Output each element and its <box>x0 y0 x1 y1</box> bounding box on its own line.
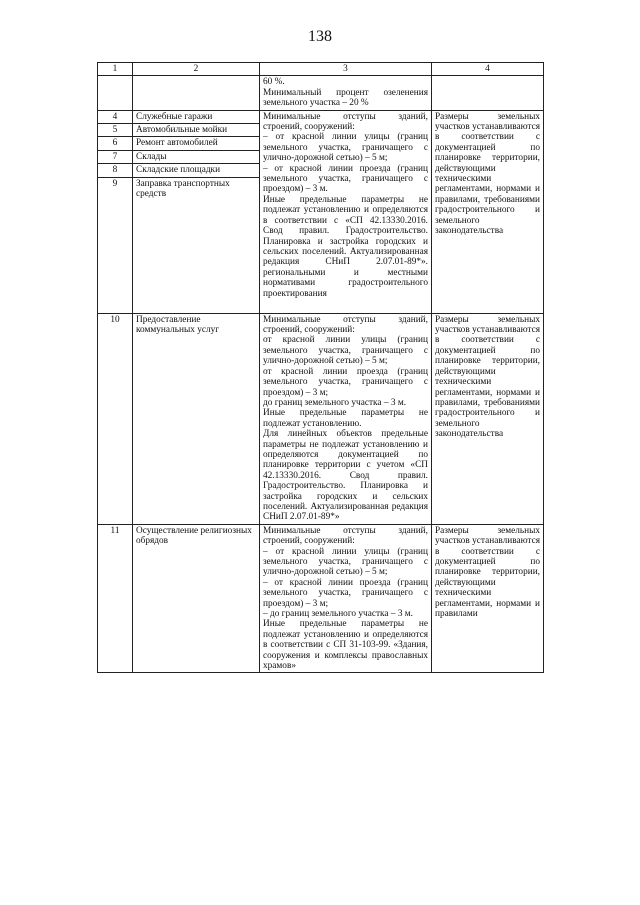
continuation-params: 60 %. Минимальный процент озеленения земельного участка – 20 % <box>260 76 432 110</box>
header-cell-4: 4 <box>432 63 544 76</box>
row-number: 4 <box>98 110 133 123</box>
use-name: Автомобильные мойки <box>133 124 260 137</box>
row10-sizes: Размеры земельных участков устанавливаются в соответствии с документацией по планировке территории, действующими техническими регламентами, нормами и правилами, требованиями градостроительного и земельного законодательства <box>432 313 544 524</box>
group-a-params: Минимальные отступы зданий, строений, сооружений: – от красной линии улицы (границ земельного участка, граничащего с улично-дорожной сетью) – 5 м; – от красной линии проезда (границ земельного участка, граничащего с проездом) – 3 м. Иные предельные параметры не подлежат установлению и определяются в соответствии с «СП 42.13330.2016. Свод правил. Градостроительство. Планировка и застройка городских и сельских поселений. Актуализированная редакция СНиП 2.07.01-89*». региональными и местными нормативами градостроительного проектирования <box>260 110 432 313</box>
row-number: 5 <box>98 124 133 137</box>
header-cell-3: 3 <box>260 63 432 76</box>
page-number: 138 <box>308 28 332 45</box>
row-number: 9 <box>98 177 133 313</box>
header-cell-1: 1 <box>98 63 133 76</box>
row11-params: Минимальные отступы зданий, строений, сооружений: – от красной линии улицы (границ земельного участка, граничащего с улично-дорожной сетью) – 5 м; – от красной линии проезда (границ земельного участка, граничащего с проездом) – 3 м; – до границ земельного участка – 3 м. Иные предельные параметры не подлежат установлению и определяются в соответствии с СП 31-103-99. «Здания, сооружения и комплексы православных храмов» <box>260 524 432 673</box>
row-number: 8 <box>98 164 133 177</box>
use-name: Предоставление коммунальных услуг <box>133 313 260 524</box>
table-row <box>98 110 544 123</box>
header-cell-2: 2 <box>133 63 260 76</box>
use-name: Служебные гаражи <box>133 110 260 123</box>
use-name: Складские площадки <box>133 164 260 177</box>
group-a-sizes: Размеры земельных участков устанавливаются в соответствии с документацией по планировке территории, действующими техническими регламентами, нормами и правилами, требованиями градостроительного и земельного законодательства <box>432 110 544 313</box>
use-name: Осуществление религиозных обрядов <box>133 524 260 673</box>
use-name: Заправка транспортных средств <box>133 177 260 313</box>
use-name: Склады <box>133 150 260 163</box>
row10-params: Минимальные отступы зданий, строений, сооружений: от красной линии улицы (границ земельного участка, граничащего с улично-дорожной сетью) – 5 м; от красной линии проезда (границ земельного участка, граничащего с проездом) – 3 м; до границ земельного участка – 3 м. Иные предельные параметры не подлежат установлению. Для линейных объектов предельные параметры не подлежат установлению и определяются документацией по планировке территории с учетом «СП 42.13330.2016. Свод правил. Градостроительство. Планировка и застройка городских и сельских поселений. Актуализированная редакция СНиП 2.07.01-89*» <box>260 313 432 524</box>
row-number: 11 <box>98 524 133 673</box>
row-number: 6 <box>98 137 133 150</box>
row-number: 7 <box>98 150 133 163</box>
row-number: 10 <box>98 313 133 524</box>
use-name: Ремонт автомобилей <box>133 137 260 150</box>
regulations-table <box>97 62 544 673</box>
table-header-row <box>98 63 544 76</box>
continuation-row <box>98 76 544 110</box>
table-row <box>98 313 544 524</box>
table-row <box>98 524 544 673</box>
row11-sizes: Размеры земельных участков устанавливаются в соответствии с документацией по планировке территории, действующими техническими регламентами, нормами и правилами <box>432 524 544 673</box>
